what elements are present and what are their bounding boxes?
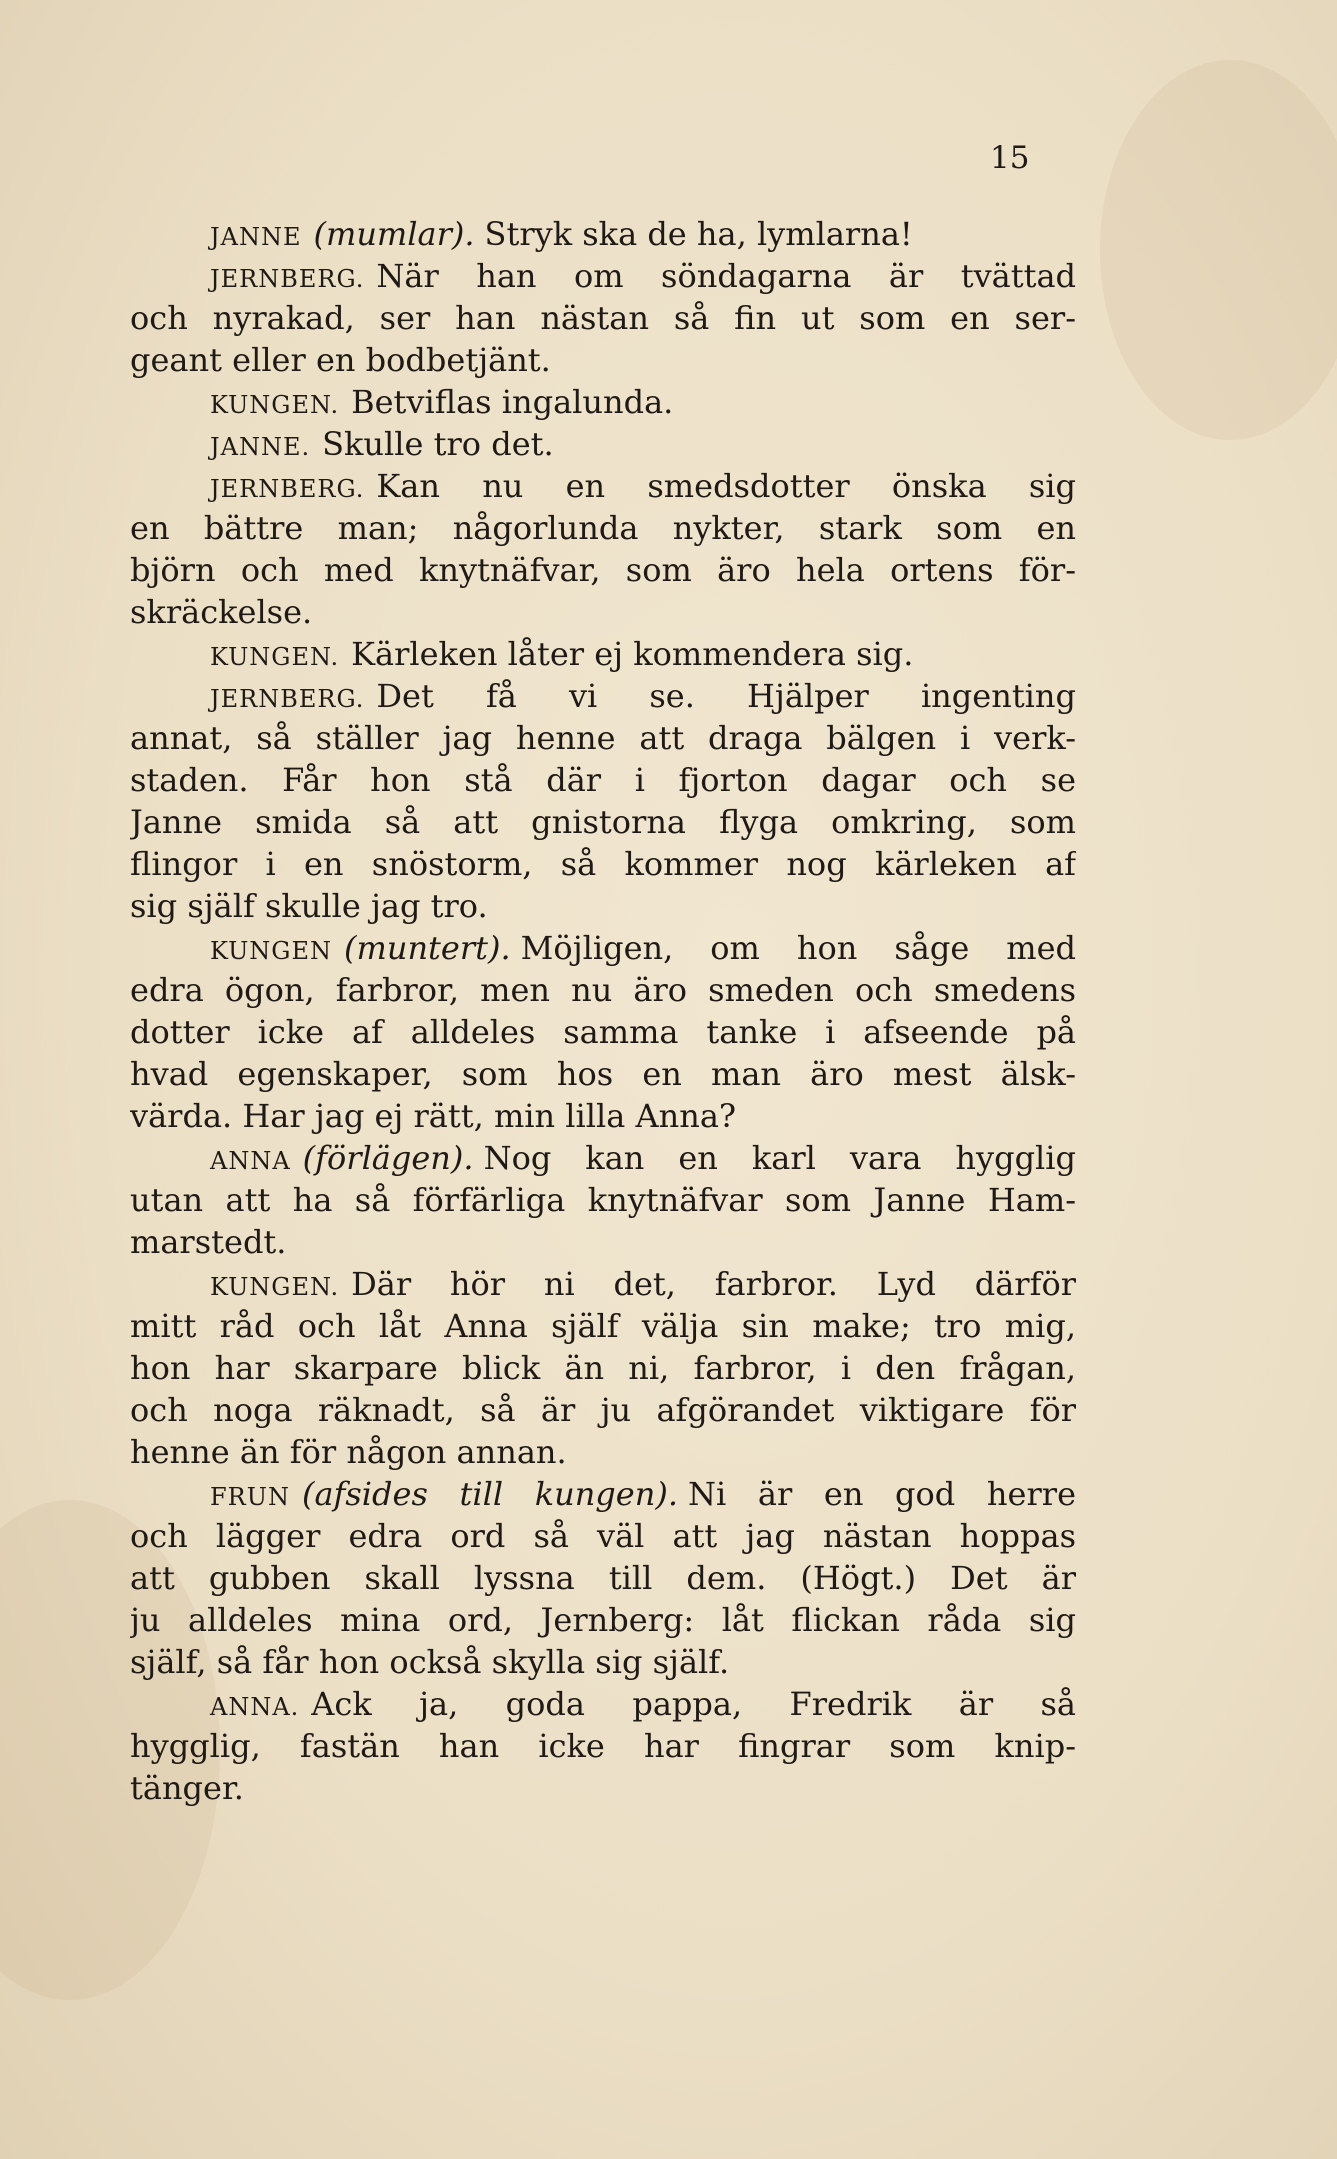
speaker-name: JERNBERG. (210, 475, 365, 503)
line-text: hon har skarpare blick än ni, farbror, i den frågan, (130, 1349, 1076, 1387)
text-line (130, 381, 1076, 423)
line-text: själf, så får hon också skylla sig själf. (130, 1643, 730, 1681)
text-line (130, 465, 1076, 507)
line-text: henne än för någon annan. (130, 1433, 567, 1471)
line-text: värda. Har jag ej rätt, min lilla Anna? (130, 1097, 737, 1135)
line-text: mitt råd och låt Anna själf välja sin make; tro mig, (130, 1307, 1076, 1345)
text-line (130, 1011, 1076, 1053)
line-text: edra ögon, farbror, men nu äro smeden och smedens (130, 971, 1076, 1009)
text-line (130, 1221, 1076, 1263)
line-text: ju alldeles mina ord, Jernberg: låt flickan råda sig (130, 1601, 1076, 1639)
text-line (130, 1599, 1076, 1641)
text-line (130, 969, 1076, 1011)
line-text: Det få vi se. Hjälper ingenting (376, 677, 1076, 715)
text-line (130, 1305, 1076, 1347)
text-line (130, 801, 1076, 843)
text-line (130, 1473, 1076, 1515)
text-line (130, 423, 1076, 465)
line-text: Kan nu en smedsdotter önska sig (376, 467, 1076, 505)
text-line (130, 759, 1076, 801)
line-text: dotter icke af alldeles samma tanke i afseende på (130, 1013, 1076, 1051)
line-text: marstedt. (130, 1223, 287, 1261)
text-line (130, 1137, 1076, 1179)
line-text: att gubben skall lyssna till dem. (Högt.) Det är (130, 1559, 1076, 1597)
line-text: Ack ja, goda pappa, Fredrik är så (311, 1685, 1076, 1723)
line-text: sig själf skulle jag tro. (130, 887, 488, 925)
speaker-name: FRUN (210, 1483, 290, 1511)
line-text: Ni är en god herre (688, 1475, 1076, 1513)
stage-direction: (afsides till kungen). (301, 1475, 678, 1513)
text-line (130, 339, 1076, 381)
paper-stain (1100, 60, 1337, 440)
speaker-name: JANNE (210, 223, 302, 251)
body-text (130, 213, 1076, 1809)
speaker-name: JANNE. (210, 433, 311, 461)
stage-direction: (mumlar). (313, 215, 475, 253)
text-line (130, 549, 1076, 591)
line-text: annat, så ställer jag henne att draga bälgen i verk- (130, 719, 1076, 757)
text-line (130, 1053, 1076, 1095)
line-text: Stryk ska de ha, lymlarna! (484, 215, 913, 253)
text-line (130, 297, 1076, 339)
text-line (130, 591, 1076, 633)
text-line (130, 1179, 1076, 1221)
text-line (130, 1389, 1076, 1431)
text-line (130, 213, 1076, 255)
line-text: staden. Får hon stå där i fjorton dagar och se (130, 761, 1076, 799)
line-text: hygglig, fastän han icke har fingrar som knip- (130, 1727, 1076, 1765)
text-line (130, 255, 1076, 297)
text-line (130, 1683, 1076, 1725)
text-line (130, 1263, 1076, 1305)
text-line (130, 675, 1076, 717)
speaker-name: JERNBERG. (210, 685, 365, 713)
line-text: geant eller en bodbetjänt. (130, 341, 551, 379)
speaker-name: ANNA (210, 1147, 291, 1175)
text-line (130, 507, 1076, 549)
line-text: tänger. (130, 1769, 244, 1807)
line-text: utan att ha så förfärliga knytnäfvar som Janne Ham- (130, 1181, 1076, 1219)
text-line (130, 1095, 1076, 1137)
stage-direction: (muntert). (344, 929, 511, 967)
line-text: Där hör ni det, farbror. Lyd därför (351, 1265, 1076, 1303)
line-text: Nog kan en karl vara hygglig (483, 1139, 1076, 1177)
text-line (130, 1767, 1076, 1809)
speaker-name: ANNA. (210, 1693, 300, 1721)
text-line (130, 1725, 1076, 1767)
line-text: skräckelse. (130, 593, 313, 631)
text-line (130, 633, 1076, 675)
line-text: Möjligen, om hon såge med (520, 929, 1076, 967)
text-line (130, 843, 1076, 885)
line-text: björn och med knytnäfvar, som äro hela ortens för- (130, 551, 1076, 589)
text-line (130, 717, 1076, 759)
text-line (130, 927, 1076, 969)
text-line (130, 1515, 1076, 1557)
line-text: och noga räknadt, så är ju afgörandet viktigare för (130, 1391, 1076, 1429)
line-text: och lägger edra ord så väl att jag nästan hoppas (130, 1517, 1076, 1555)
speaker-name: KUNGEN. (210, 643, 340, 671)
line-text: hvad egenskaper, som hos en man äro mest älsk- (130, 1055, 1076, 1093)
line-text: flingor i en snöstorm, så kommer nog kärleken af (130, 845, 1076, 883)
line-text: och nyrakad, ser han nästan så fin ut som en ser- (130, 299, 1076, 337)
text-line (130, 1431, 1076, 1473)
line-text: Janne smida så att gnistorna flyga omkring, som (130, 803, 1076, 841)
line-text: Kärleken låter ej kommendera sig. (351, 635, 914, 673)
line-text: Skulle tro det. (322, 425, 554, 463)
text-line (130, 1641, 1076, 1683)
page-number: 15 (990, 140, 1030, 176)
speaker-name: KUNGEN. (210, 1273, 340, 1301)
text-line (130, 885, 1076, 927)
speaker-name: JERNBERG. (210, 265, 365, 293)
line-text: en bättre man; någorlunda nykter, stark som en (130, 509, 1076, 547)
line-text: När han om söndagarna är tvättad (376, 257, 1076, 295)
text-line (130, 1557, 1076, 1599)
line-text: Betviflas ingalunda. (351, 383, 674, 421)
stage-direction: (förlägen). (302, 1139, 474, 1177)
speaker-name: KUNGEN (210, 937, 332, 965)
text-line (130, 1347, 1076, 1389)
speaker-name: KUNGEN. (210, 391, 340, 419)
